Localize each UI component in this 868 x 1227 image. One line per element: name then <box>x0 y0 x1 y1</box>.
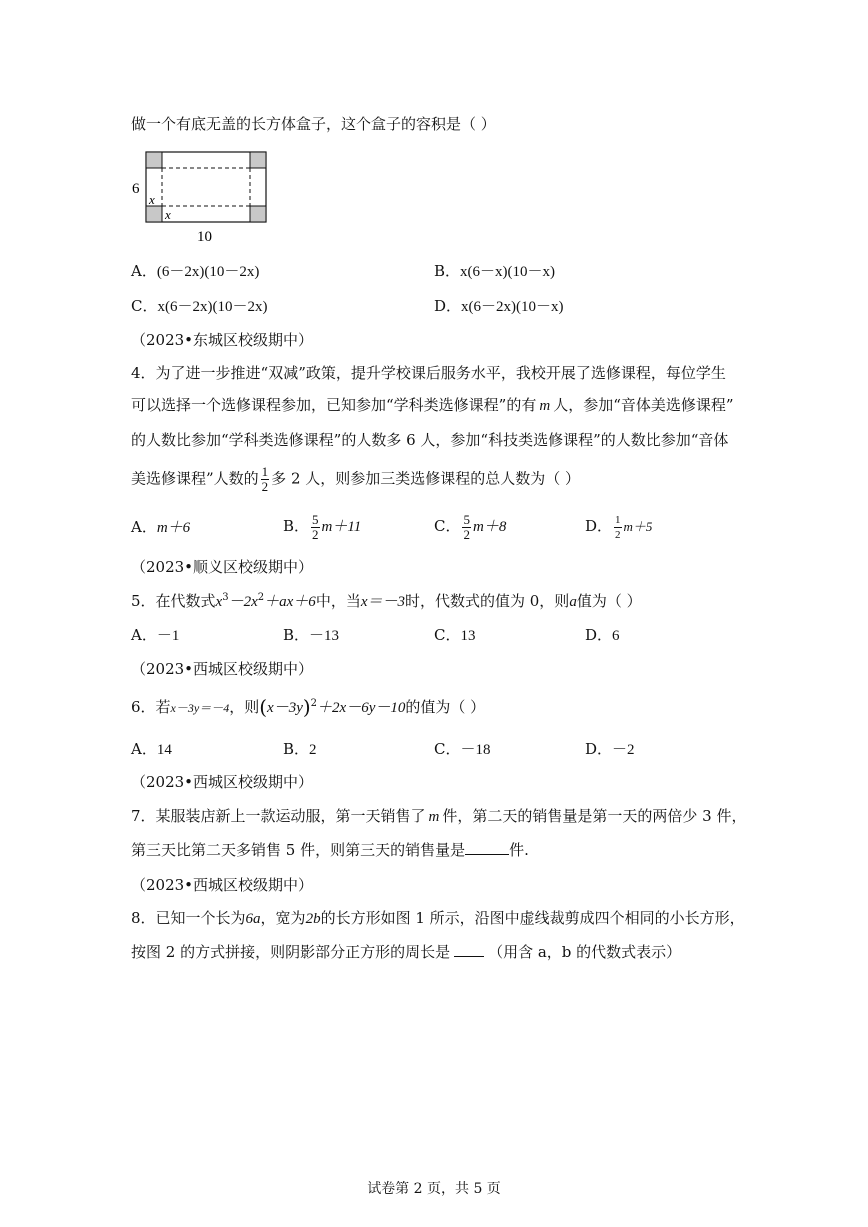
q7-line1 <box>131 806 746 827</box>
q6-option-b <box>283 739 317 760</box>
q5-text: 时，代数式的值为 0，则 <box>405 592 570 610</box>
q4-text: 可以选择一个选修课程参加，已知参加“学科类选修课程”的有 <box>131 396 537 414</box>
q3-option-d <box>434 296 564 317</box>
q4-line3: 的人数比参加“学科类选修课程”的人数多 6 人，参加“科技类选修课程”的人数比参加“音体 <box>131 431 729 449</box>
option-label: D． <box>434 297 462 315</box>
fraction-numerator: 1 <box>261 464 269 479</box>
q8-text: ，宽为 <box>260 909 306 927</box>
option-text: 14 <box>156 742 172 758</box>
option-text: 13 <box>460 628 476 644</box>
option-text: x(6－2x)(10－2x) <box>157 299 268 315</box>
q3-figure-outer-rect <box>146 152 266 222</box>
q3-option-c <box>131 296 267 317</box>
q8-text: 8．已知一个长为 <box>131 909 246 927</box>
option-text: m＋11 <box>321 519 362 535</box>
q3-figure-side-label: 6 <box>132 181 140 197</box>
option-text: －2 <box>612 742 635 758</box>
q3-option-b <box>434 261 555 282</box>
option-label: B． <box>434 262 461 280</box>
option-text: x(6－x)(10－x) <box>460 264 556 280</box>
q6-stem <box>131 697 485 718</box>
q3-stem: 做一个有底无盖的长方体盒子，这个盒子的容积是（ ） <box>131 115 496 133</box>
option-label: B． <box>283 740 310 758</box>
q3-figure-corner-tr <box>250 152 266 168</box>
q7-text: 7．某服装店新上一款运动服，第一天销售了 <box>131 807 426 825</box>
q8-line2 <box>131 942 681 962</box>
var-a: a <box>569 594 577 610</box>
q5-text: 值为（ ） <box>576 592 642 610</box>
option-label: D． <box>585 517 613 535</box>
option-text: m＋6 <box>156 520 191 536</box>
q6-text: 的值为（ ） <box>405 698 486 716</box>
option-label: A． <box>131 518 157 536</box>
exponent: 2 <box>257 592 265 603</box>
page-footer: 试卷第 2 页，共 5 页 <box>367 1181 501 1197</box>
fraction <box>311 513 320 542</box>
q3-figure-corner-br <box>250 206 266 222</box>
q4-option-d <box>585 508 652 545</box>
source-note: （2023•顺义区校级期中） <box>131 558 314 576</box>
fraction-denominator: 2 <box>615 528 621 541</box>
q6-text: 6．若 <box>131 698 171 716</box>
option-label: A． <box>131 740 157 758</box>
q3-option-a <box>131 261 259 282</box>
q7-text: 第三天比第二天多销售 5 件，则第三天的销售量是 <box>131 841 466 859</box>
fraction-numerator: 5 <box>312 511 319 527</box>
fraction-numerator: 1 <box>615 513 621 526</box>
q4-line1: 4．为了进一步推进“双减”政策，提升学校课后服务水平，我校开展了选修课程，每位学生 <box>131 364 726 382</box>
q5-option-b <box>283 625 339 646</box>
q6-option-c <box>434 739 491 760</box>
option-label: C． <box>434 517 461 535</box>
q4-text: 美选修课程”人数的 <box>131 469 259 488</box>
expr-part: －2x <box>228 594 258 610</box>
q5-option-d <box>585 625 620 646</box>
q3-figure-x-bottom: x <box>165 207 171 222</box>
q7-text: 件. <box>509 841 529 859</box>
q4-text: 人，参加“音体美选修课程” <box>553 396 734 414</box>
fraction-denominator: 2 <box>463 526 470 542</box>
q7-text: 件，第二天的销售量是第一天的两倍少 3 件， <box>442 807 747 825</box>
source-note: （2023•西城区校级期中） <box>131 660 314 678</box>
q5-stem <box>131 591 642 612</box>
q8-text: 的长方形如图 1 所示，沿图中虚线裁剪成四个相同的小长方形， <box>320 909 745 927</box>
q4-text: 多 2 人，则参加三类选修课程的总人数为（ ） <box>271 469 581 488</box>
q6-text: ，则 <box>229 698 260 716</box>
expr-part: ＋ax＋6 <box>264 594 316 610</box>
q4-line2 <box>131 395 734 416</box>
q6-option-d <box>585 739 635 760</box>
option-label: D． <box>585 626 613 644</box>
exponent: 3 <box>222 592 229 603</box>
q5-text: 中，当 <box>315 592 361 610</box>
q3-figure-corner-tl <box>146 152 162 168</box>
q5-option-c <box>434 625 475 646</box>
option-text: m＋5 <box>623 519 653 534</box>
option-text: x(6－2x)(10－x) <box>461 299 564 315</box>
condition: x－3y＝－4 <box>170 701 230 715</box>
var-m: m <box>428 809 440 825</box>
option-text: 6 <box>612 628 620 644</box>
fraction-denominator: 2 <box>312 526 319 542</box>
paren-open: ( <box>259 695 268 719</box>
q8-text: （用含 a，b 的代数式表示） <box>488 943 682 961</box>
source-note: （2023•西城区校级期中） <box>131 876 314 894</box>
q8-line1 <box>131 908 745 929</box>
q3-figure <box>128 146 278 246</box>
option-label: D． <box>585 740 613 758</box>
option-label: B． <box>283 517 310 535</box>
fraction-denominator: 2 <box>261 479 269 494</box>
var-m: m <box>539 398 551 414</box>
source-note: （2023•西城区校级期中） <box>131 773 314 791</box>
option-text: (6－2x)(10－2x) <box>156 264 260 280</box>
expr-part: x－3y <box>267 700 303 716</box>
q5-option-a <box>131 625 179 646</box>
option-text: m＋8 <box>472 519 507 535</box>
q5-text: 5．在代数式 <box>131 592 216 610</box>
option-label: C． <box>434 740 461 758</box>
q3-figure-x-left: x <box>149 192 155 207</box>
fraction <box>614 513 622 542</box>
option-label: B． <box>283 626 310 644</box>
option-text: －13 <box>309 628 340 644</box>
length-expr: 6a <box>245 911 261 927</box>
q7-line2 <box>131 840 529 860</box>
q6-option-a <box>131 739 172 760</box>
expr-part: x <box>215 594 223 610</box>
answer-blank[interactable] <box>454 942 484 957</box>
option-label: C． <box>434 626 461 644</box>
q8-text: 按图 2 的方式拼接，则阴影部分正方形的周长是 <box>131 943 451 961</box>
paren-close: ) <box>302 695 311 719</box>
q3-figure-bottom-label: 10 <box>197 229 212 245</box>
expr-part: ＋2x－6y－10 <box>317 700 406 716</box>
q4-line4 <box>131 465 580 494</box>
q4-option-b <box>283 508 361 545</box>
fraction-half <box>261 465 270 494</box>
q4-option-a <box>131 517 190 538</box>
option-text: 2 <box>309 742 317 758</box>
width-expr: 2b <box>305 911 321 927</box>
option-label: C． <box>131 297 158 315</box>
q3-figure-corner-bl <box>146 206 162 222</box>
source-note: （2023•东城区校级期中） <box>131 331 314 349</box>
option-label: A． <box>131 262 157 280</box>
exponent: 2 <box>310 698 318 709</box>
option-label: A． <box>131 626 157 644</box>
fraction <box>462 513 471 542</box>
condition: x＝－3 <box>360 594 405 610</box>
q4-option-c <box>434 508 506 545</box>
option-text: －18 <box>460 742 491 758</box>
answer-blank[interactable] <box>465 840 509 855</box>
option-text: －1 <box>156 628 180 644</box>
fraction-numerator: 5 <box>463 511 470 527</box>
